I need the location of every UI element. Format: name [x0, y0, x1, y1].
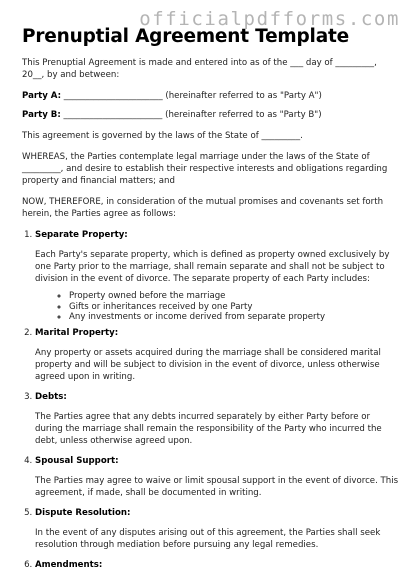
party-a-text: _______________________ (hereinafter referred to as "Party A"): [61, 91, 322, 101]
document-title: Prenuptial Agreement Template: [22, 26, 349, 47]
section-title: 6. Amendments:: [35, 559, 103, 570]
sections-list: [22, 229, 400, 571]
document-page: [22, 26, 400, 579]
section-title: 2. Marital Property:: [35, 327, 119, 338]
list-item: ◦ Gifts or inheritances received by one Party: [69, 302, 400, 313]
section-title: 5. Dispute Resolution:: [35, 507, 131, 518]
intro-paragraph: This Prenuptial Agreement is made and entered into as of the ___ day of _________, 20__, by and between:: [22, 58, 377, 80]
section-item: [35, 327, 400, 383]
party-a-label: Party A:: [22, 91, 62, 101]
section-body: Any property or assets acquired during the marriage shall be considered marital property and will be subject to division in the event of divorce, unless otherwise agreed upon in writing.: [35, 347, 381, 382]
section-title: 1. Separate Property:: [35, 230, 128, 240]
section-item: [35, 455, 400, 499]
section-body: The Parties agree that any debts incurred separately by either Party before or during the marriage shall remain the responsibility of the Party who incurred the debt, unless otherwise agreed upon.: [35, 411, 382, 446]
party-a-line: [22, 90, 400, 102]
section-item: [35, 229, 400, 323]
now-therefore-paragraph: NOW, THEREFORE, in consideration of the mutual promises and covenants set forth herein, the Parties agree as follows:: [22, 197, 384, 219]
section-title: 4. Spousal Support:: [35, 455, 119, 466]
watermark-logo: officialpdfforms.com: [139, 8, 400, 30]
section-item: [35, 391, 400, 447]
party-b-text: _______________________ (hereinafter referred to as "Party B"): [60, 110, 322, 120]
party-b-label: Party B:: [22, 110, 61, 120]
section-body: In the event of any disputes arising out of this agreement, the Parties shall seek resolution through mediation before pursuing any legal remedies.: [35, 527, 381, 550]
party-b-line: [22, 109, 400, 121]
separate-property-list: [35, 291, 400, 323]
governing-law-paragraph: This agreement is governed by the laws of the State of _________.: [22, 131, 303, 141]
section-body: The Parties may agree to waive or limit spousal support in the event of divorce. This agreement, if made, shall be documented in writing.: [35, 475, 399, 498]
section-item: [35, 559, 400, 571]
section-title: 3. Debts:: [35, 391, 67, 402]
list-item: ◦ Any investments or income derived from separate property: [69, 312, 400, 323]
list-item: ◦ Property owned before the marriage: [69, 291, 400, 302]
section-body: Each Party's separate property, which is defined as property owned exclusively by one Party prior to the marriage, shall remain separate and shall not be subject to division in the event of divorce. The separate property of each Party includes:: [35, 250, 390, 284]
whereas-paragraph: WHEREAS, the Parties contemplate legal marriage under the laws of the State of _________, and desire to establish their respective interests and obligations regarding property and financial matters; and: [22, 152, 388, 186]
section-item: [35, 507, 400, 551]
